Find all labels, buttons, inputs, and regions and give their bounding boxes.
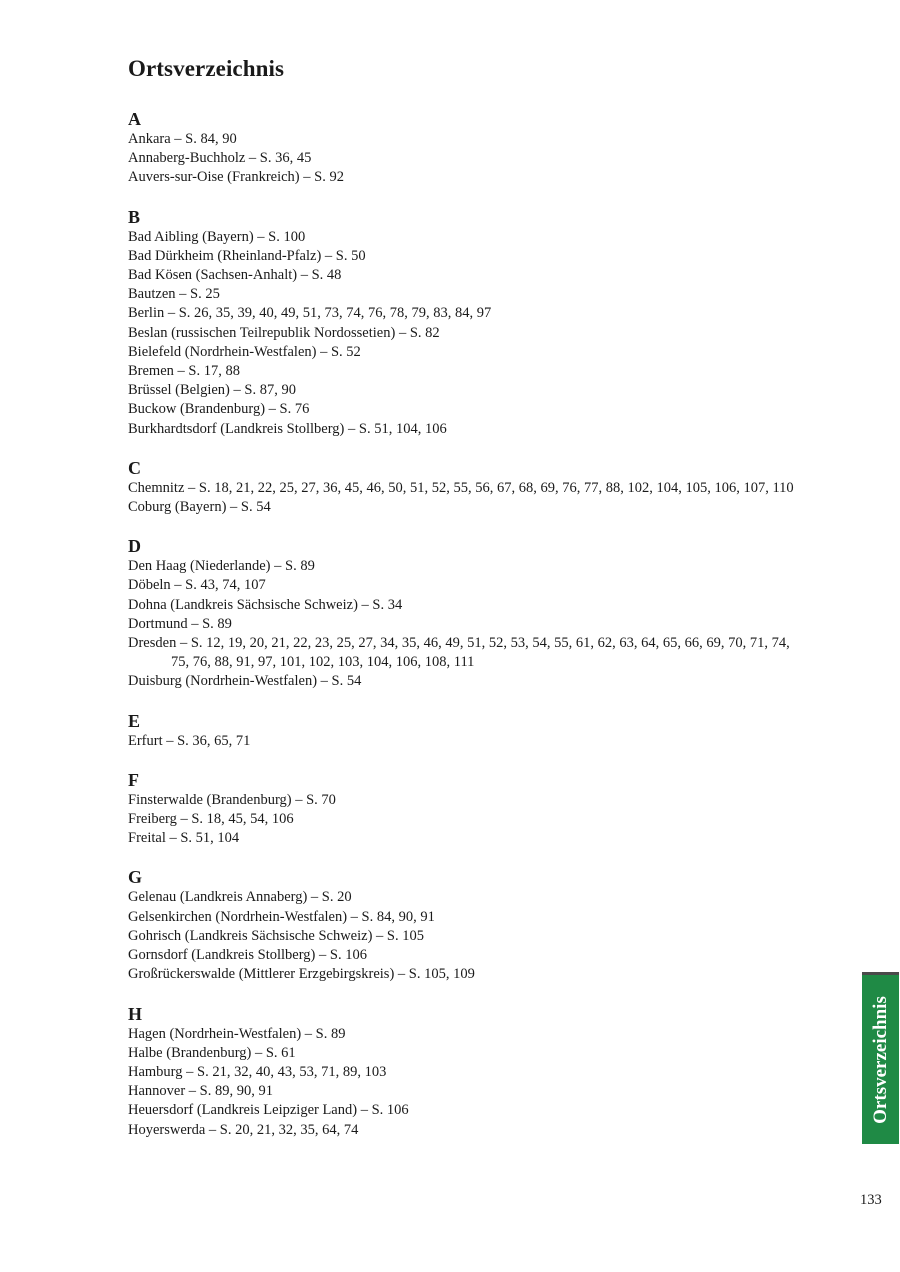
index-section-b [128,206,828,439]
index-entry: Heuersdorf (Landkreis Leipziger Land) – S. 106 [128,1102,409,1119]
index-entry: Buckow (Brandenburg) – S. 76 [128,401,310,418]
side-tab-label: Ortsverzeichnis [869,995,891,1124]
section-letter: H [128,1003,143,1024]
index-entry: Gelenau (Landkreis Annaberg) – S. 20 [128,889,352,906]
index-section-h [128,1003,828,1140]
index-entry: Dohna (Landkreis Sächsische Schweiz) – S. 34 [128,596,403,613]
page-title: Ortsverzeichnis [128,56,285,81]
index-entry: Beslan (russischen Teilrepublik Nordossetien) – S. 82 [128,324,440,341]
side-tab [862,972,899,1144]
index-entry-continuation: 75, 76, 88, 91, 97, 101, 102, 103, 104, 106, 108, 111 [171,654,475,671]
place-index [128,108,828,1158]
index-section-e [128,710,828,751]
index-entry: Halbe (Brandenburg) – S. 61 [128,1044,296,1061]
index-entry: Auvers-sur-Oise (Frankreich) – S. 92 [128,169,344,186]
index-entry: Bad Kösen (Sachsen-Anhalt) – S. 48 [128,267,342,284]
index-entry: Finsterwalde (Brandenburg) – S. 70 [128,791,336,808]
index-entry: Den Haag (Niederlande) – S. 89 [128,558,315,575]
index-entry: Bad Dürkheim (Rheinland-Pfalz) – S. 50 [128,247,366,264]
index-entry: Erfurt – S. 36, 65, 71 [128,732,251,749]
section-letter: C [128,457,141,478]
index-entry: Annaberg-Buchholz – S. 36, 45 [128,150,312,167]
index-entry: Berlin – S. 26, 35, 39, 40, 49, 51, 73, 74, 76, 78, 79, 83, 84, 97 [128,305,492,322]
section-letter: D [128,536,141,557]
index-entry: Hoyerswerda – S. 20, 21, 32, 35, 64, 74 [128,1121,359,1138]
index-entry: Chemnitz – S. 18, 21, 22, 25, 27, 36, 45, 46, 50, 51, 52, 55, 56, 67, 68, 69, 76, 77, 88, 102, 104, 105, 106, 107, 110 [128,479,794,496]
section-letter: G [128,867,143,888]
index-section-f [128,769,828,849]
index-entry: Coburg (Bayern) – S. 54 [128,499,271,516]
index-entry: Ankara – S. 84, 90 [128,131,237,147]
section-letter: F [128,769,139,790]
index-entry: Dortmund – S. 89 [128,615,232,632]
index-entry: Brüssel (Belgien) – S. 87, 90 [128,382,296,399]
index-entry: Burkhardtsdorf (Landkreis Stollberg) – S. 51, 104, 106 [128,420,447,437]
index-entry: Gornsdorf (Landkreis Stollberg) – S. 106 [128,947,367,964]
section-letter: E [128,710,141,731]
index-entry: Großrückerswalde (Mittlerer Erzgebirgskreis) – S. 105, 109 [128,966,475,983]
index-entry: Döbeln – S. 43, 74, 107 [128,577,266,594]
index-entry: Freiberg – S. 18, 45, 54, 106 [128,811,294,828]
index-entry [128,634,828,672]
index-entry: Hagen (Nordrhein-Westfalen) – S. 89 [128,1025,346,1042]
index-entry: Bielefeld (Nordrhein-Westfalen) – S. 52 [128,343,361,360]
index-entry: Bremen – S. 17, 88 [128,363,240,380]
page-number: 133 [860,1192,882,1208]
index-section-g [128,866,828,984]
section-letter: B [128,206,141,227]
index-entry: Bautzen – S. 25 [128,286,220,303]
index-entry: Bad Aibling (Bayern) – S. 100 [128,228,306,245]
index-section-a [128,108,828,188]
index-entry-line: Dresden – S. 12, 19, 20, 21, 22, 23, 25, 27, 34, 35, 46, 49, 51, 52, 53, 54, 55, 61, 62, 63, 64, 65, 66, 69, 70, 71, 74, [128,635,790,652]
index-section-d [128,535,828,691]
index-entry: Gohrisch (Landkreis Sächsische Schweiz) – S. 105 [128,927,424,944]
index-section-c [128,457,828,517]
index-entry: Freital – S. 51, 104 [128,830,240,847]
index-entry: Hamburg – S. 21, 32, 40, 43, 53, 71, 89, 103 [128,1063,387,1080]
index-entry: Duisburg (Nordrhein-Westfalen) – S. 54 [128,673,362,690]
index-entry: Gelsenkirchen (Nordrhein-Westfalen) – S. 84, 90, 91 [128,908,435,925]
index-entry: Hannover – S. 89, 90, 91 [128,1083,273,1100]
section-letter: A [128,109,141,129]
